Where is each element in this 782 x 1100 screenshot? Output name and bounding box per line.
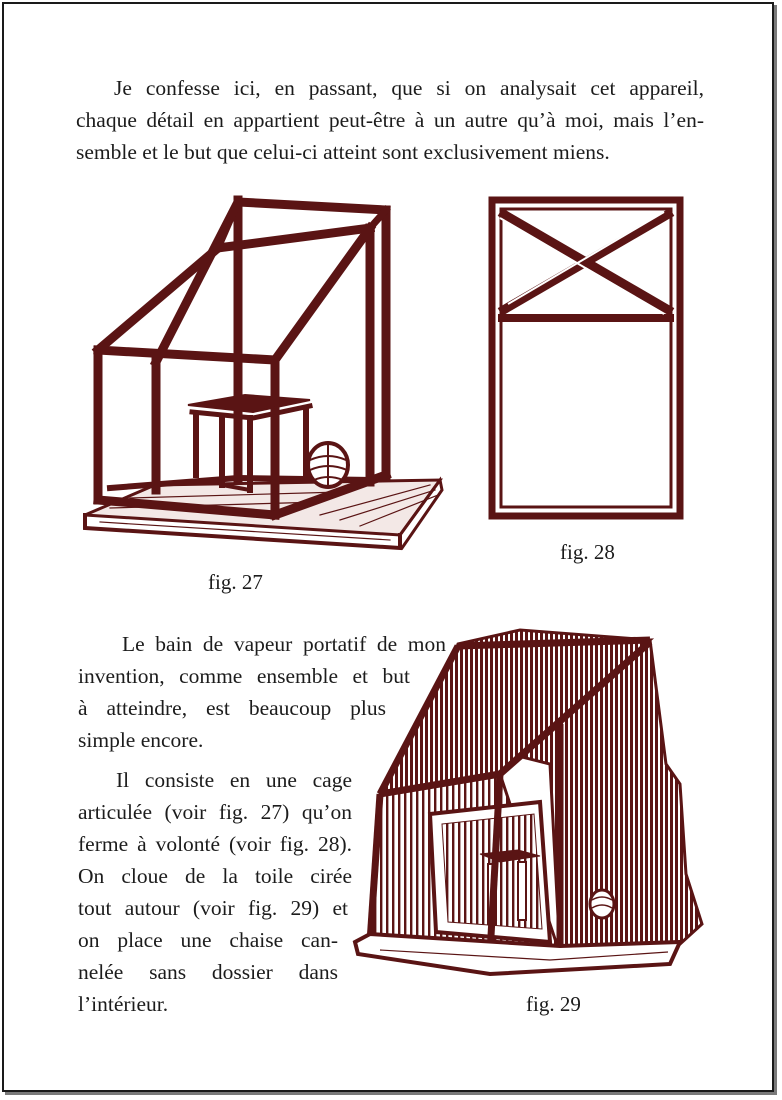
intro-line-2: chaque détail en appartient peut-être à un autre qu’à moi, mais l’en-: [76, 108, 704, 132]
figure-28-caption: fig. 28: [560, 540, 615, 564]
intro-line-1: Je confesse ici, en passant, que si on analysait cet appareil,: [114, 76, 704, 100]
para2-line-3: à atteindre, est beaucoup plus: [78, 696, 386, 720]
intro-paragraph: [76, 72, 704, 168]
para3-line-3: ferme à volonté (voir fig. 28).: [78, 832, 352, 856]
para3-line-2: articulée (voir fig. 27) qu’on: [78, 800, 352, 824]
para2-line-1: Le bain de vapeur portatif de mon: [122, 632, 446, 656]
figure-27-illustration: [70, 190, 450, 560]
para3-line-6: on place une chaise can-: [78, 928, 338, 952]
intro-line-3: semble et le but que celui-ci atteint sont exclusivement miens.: [76, 140, 610, 164]
para3-line-1: Il consiste en une cage: [116, 768, 352, 792]
figure-27-caption: fig. 27: [208, 570, 263, 594]
para3-line-8: l’intérieur.: [78, 992, 169, 1016]
para2-line-4: simple encore.: [78, 728, 204, 752]
para3-line-7: nelée sans dossier dans: [78, 960, 338, 984]
figure-28-illustration: [486, 194, 686, 524]
para3-line-4: On cloue de la toile cirée: [78, 864, 352, 888]
para2-line-2: invention, comme ensemble et but: [78, 664, 410, 688]
figure-29-illustration: [350, 624, 710, 990]
para3-line-5: tout autour (voir fig. 29) et: [78, 896, 348, 920]
figure-29-caption: fig. 29: [526, 992, 581, 1016]
